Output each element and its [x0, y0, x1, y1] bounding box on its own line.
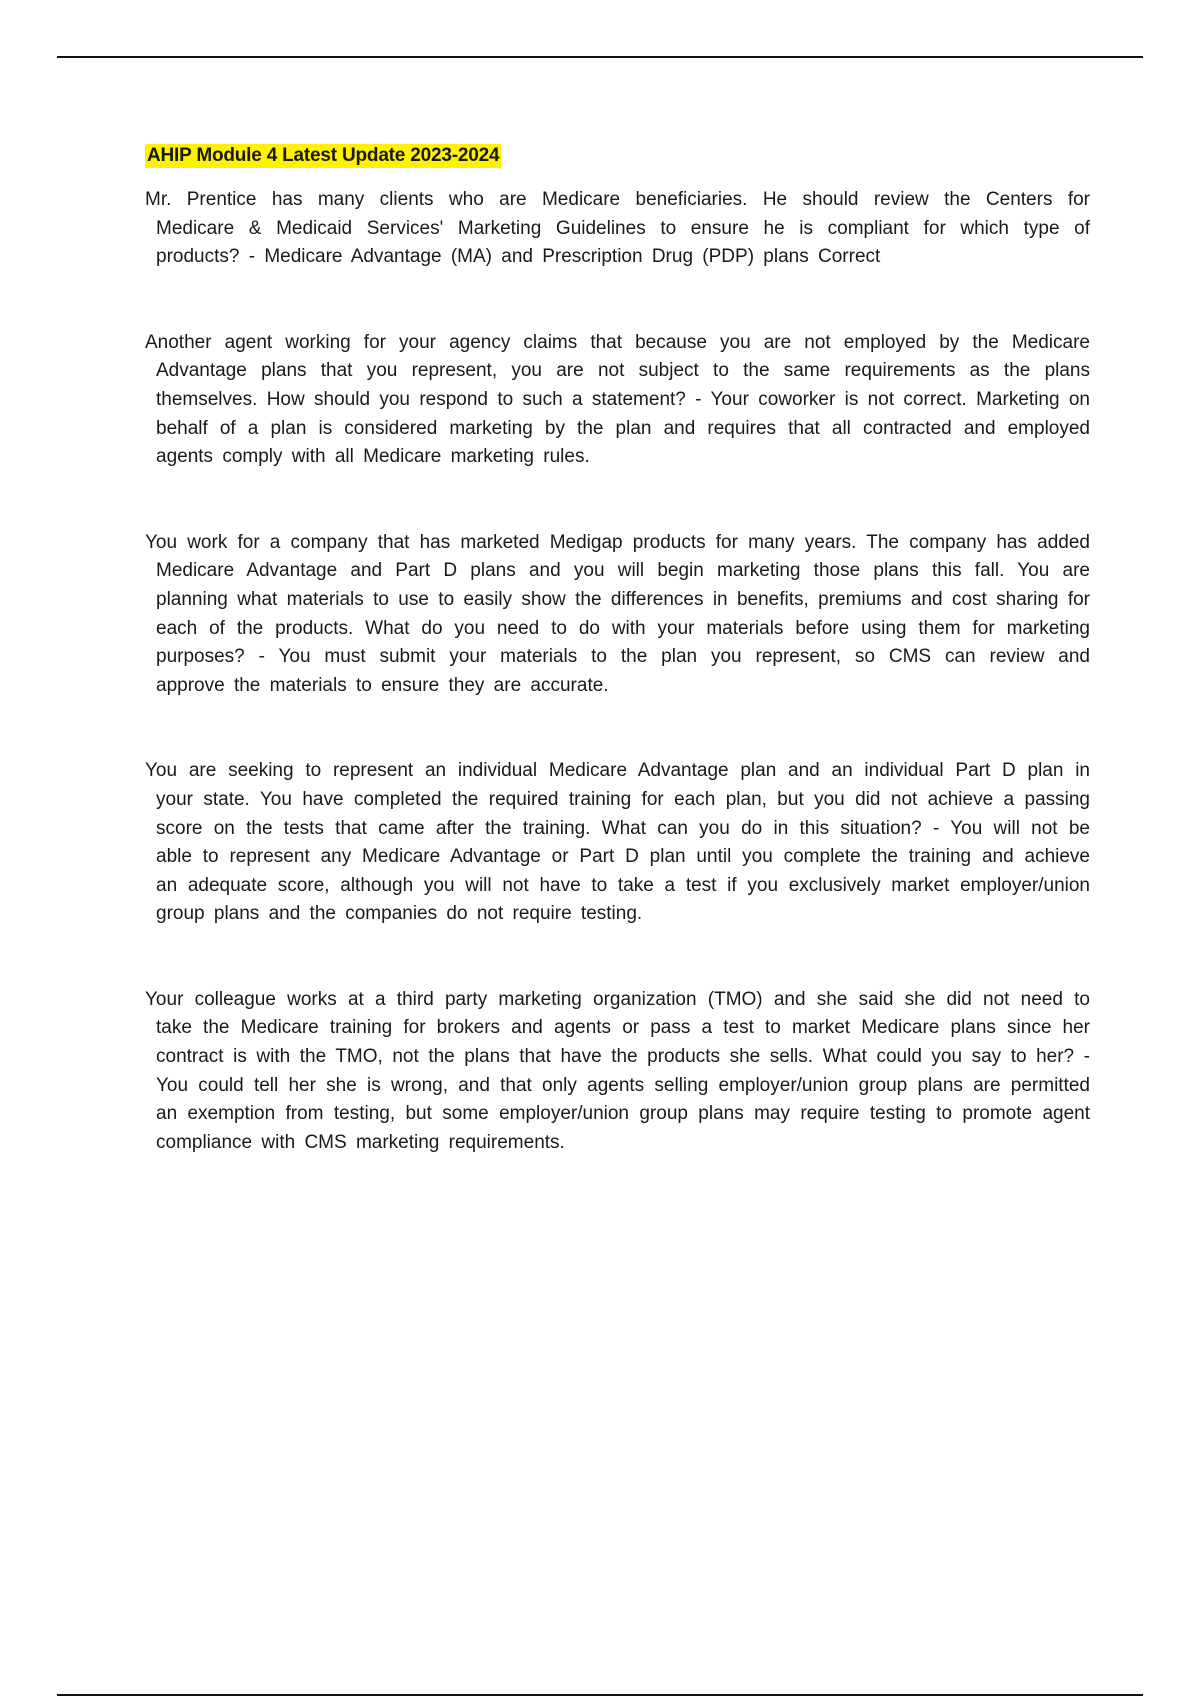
- qa-item: Mr. Prentice has many clients who are Medicare beneficiaries. He should review the Centers for Medicare & Medicaid Services' Marketing Guidelines to ensure he is compliant for which type of products? - Medicare Advantage (MA) and Prescription Drug (PDP) plans Correct: [145, 189, 1090, 268]
- qa-item: You are seeking to represent an individual Medicare Advantage plan and an individual Part D plan in your state. You have completed the required training for each plan, but you did not achieve a passing score on the tests that came after the training. What can you do in this situation? - You will not be able to represent any Medicare Advantage or Part D plan until you complete the training and achieve an adequate score, although you will not have to take a test if you exclusively market employer/union group plans and the companies do not require testing.: [145, 760, 1090, 925]
- qa-item: Your colleague works at a third party marketing organization (TMO) and she said she did not need to take the Medicare training for brokers and agents or pass a test to market Medicare plans since her contract is with the TMO, not the plans that have the products she sells. What could you say to her? - You could tell her she is wrong, and that only agents selling employer/union group plans are permitted an exemption from testing, but some employer/union group plans may require testing to promote agent compliance with CMS marketing requirements.: [145, 988, 1090, 1153]
- qa-item: You work for a company that has marketed Medigap products for many years. The company has added Medicare Advantage and Part D plans and you will begin marketing those plans this fall. You are planning what materials to use to easily show the differences in benefits, premiums and cost sharing for each of the products. What do you need to do with your materials before using them for marketing purposes? - You must submit your materials to the plan you represent, so CMS can review and approve the materials to ensure they are accurate.: [145, 531, 1090, 696]
- document-body: [145, 144, 1090, 1157]
- document-title: AHIP Module 4 Latest Update 2023-2024: [147, 145, 500, 166]
- bottom-rule: [57, 1694, 1143, 1696]
- qa-item: Another agent working for your agency claims that because you are not employed by the Medicare Advantage plans that you represent, you are not subject to the same requirements as the plans themselves. How should you respond to such a statement? - Your coworker is not correct. Marketing on behalf of a plan is considered marketing by the plan and requires that all contracted and employed agents comply with all Medicare marketing rules.: [145, 331, 1090, 468]
- top-rule: [57, 56, 1143, 58]
